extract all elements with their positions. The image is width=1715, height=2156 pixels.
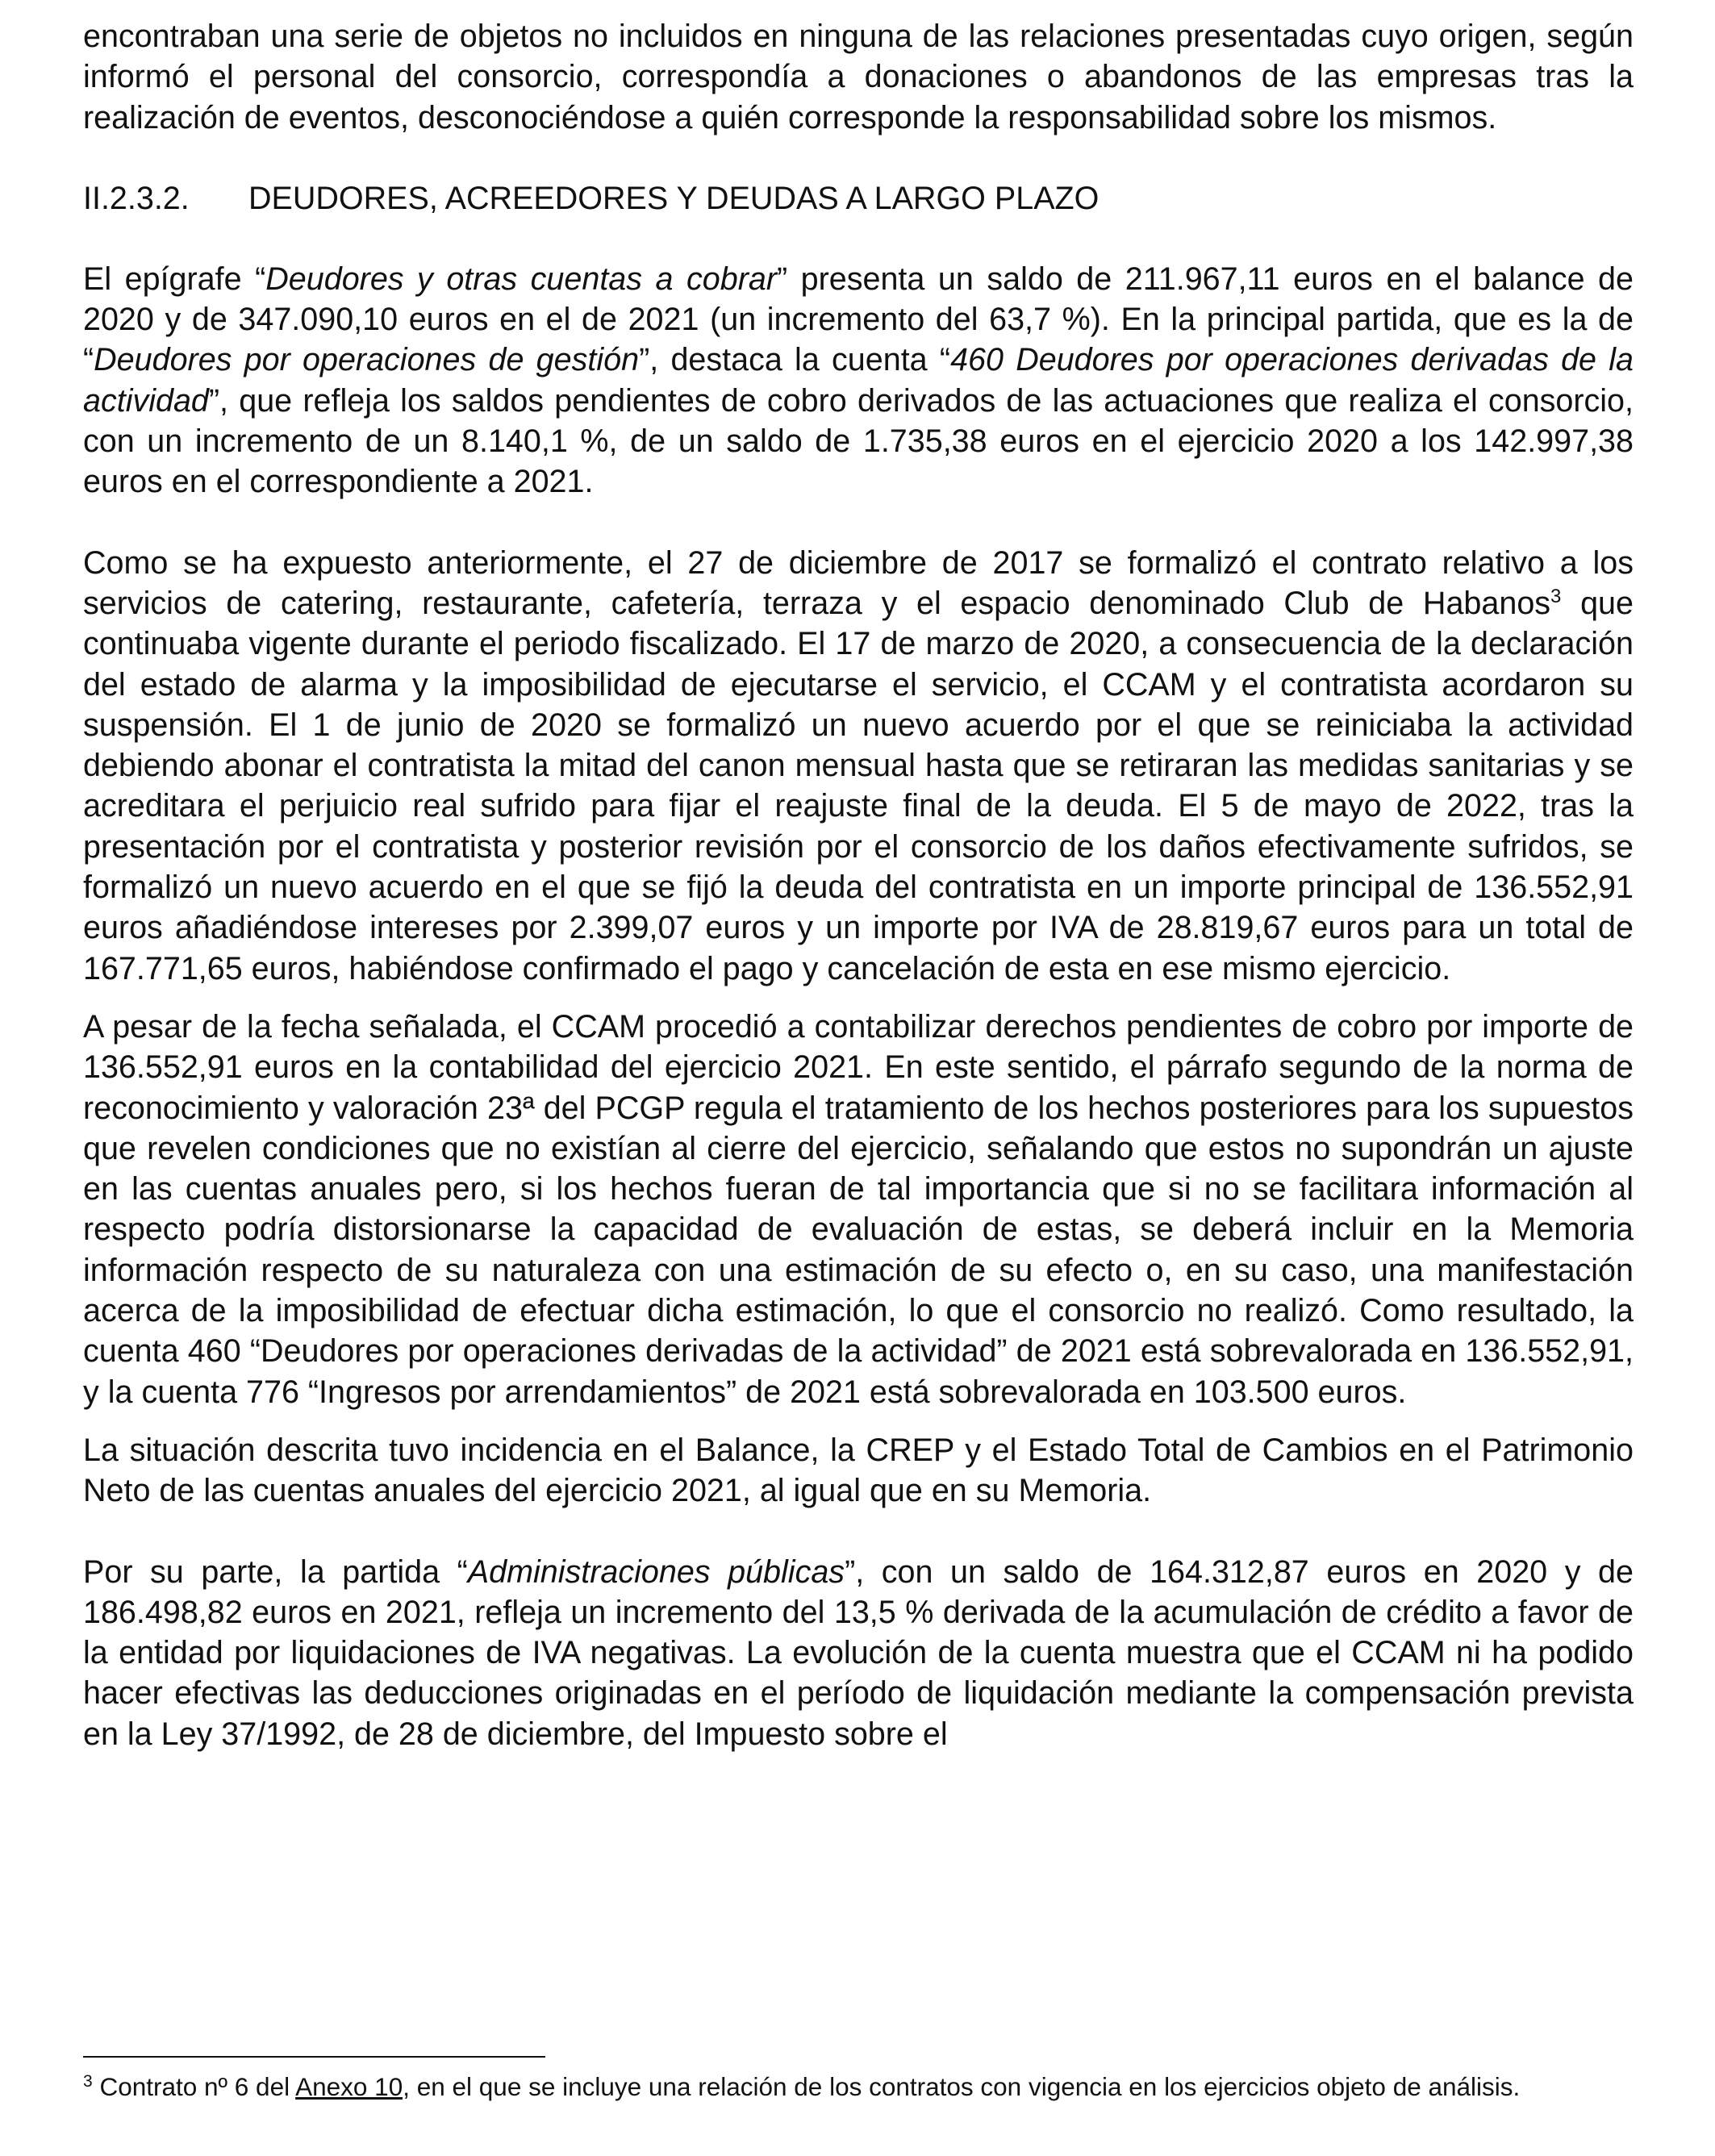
paragraph-contabilizacion: A pesar de la fecha señalada, el CCAM procedió a contabilizar derechos pendientes de cobro por importe de 136.552,91 euros en la contabilidad del ejercicio 2021. En este sentido, el párrafo segundo de la norma de reconocimiento y valoración 23ª del PCGP regula el tratamiento de los hechos posteriores para los supuestos que revelen condiciones que no existían al cierre del ejercicio, señalando que estos no supondrán un ajuste en las cuentas anuales pero, si los hechos fueran de tal importancia que si no se facilitara información al respecto podría distorsionarse la capacidad de evaluación de estas, se deberá incluir en la Memoria información respecto de su naturaleza con una estimación de su efecto o, en su caso, una manifestación acerca de la imposibilidad de efectuar dicha estimación, lo que el consorcio no realizó. Como resultado, la cuenta 460 “Deudores por operaciones derivadas de la actividad” de 2021 está sobrevalorada en 136.552,91, y la cuenta 776 “Ingresos por arrendamientos” de 2021 está sobrevalorada en 103.500 euros. [83, 1008, 1634, 1410]
section-title: DEUDORES, ACREEDORES Y DEUDAS A LARGO PLAZO [248, 180, 1100, 216]
paragraph-incidencia: La situación descrita tuvo incidencia en el Balance, la CREP y el Estado Total de Cambios en el Patrimonio Neto de las cuentas anuales del ejercicio 2021, al igual que en su Memoria. [83, 1432, 1634, 1509]
footnote-marker: 3 [83, 2072, 93, 2091]
italic-term: Administraciones públicas [467, 1553, 845, 1590]
italic-term: Deudores por operaciones de gestión [94, 342, 640, 378]
section-heading [83, 178, 1634, 219]
footnote: $^3$ Contrato nº 6 del Anexo 10, en el que se incluye una relación de los contratos con vigencia en los ejercicios objeto de análisis. [83, 2072, 1521, 2101]
annex-link[interactable]: Anexo 10, [295, 2072, 410, 2101]
document-page [83, 16, 1634, 1754]
section-number: II.2.3.2. [83, 180, 190, 216]
paragraph-objects: encontraban una serie de objetos no incluidos en ninguna de las relaciones presentadas cuyo origen, según informó el personal del consorcio, correspondía a donaciones o abandonos de las empresas tras la realización de eventos, desconociéndose a quién corresponde la responsabilidad sobre los mismos. [83, 19, 1634, 136]
paragraph-contrato: Como se ha expuesto anteriormente, el 27 de diciembre de 2017 se formalizó el contrato relativo a los servicios de catering, restaurante, cafetería, terraza y el espacio denominado Club de Habanos$^3$ que continuaba vigente durante el periodo fiscalizado. El 17 de marzo de 2020, a consecuencia de la declaración del estado de alarma y la imposibilidad de ejecutarse el servicio, el CCAM y el contratista acordaron su suspensión. El 1 de junio de 2020 se formalizó un nuevo acuerdo por el que se reiniciaba la actividad debiendo abonar el contratista la mitad del canon mensual hasta que se retiraran las medidas sanitarias y se acreditara el perjuicio real sufrido para fijar el reajuste final de la deuda. El 5 de mayo de 2022, tras la presentación por el contratista y posterior revisión por el consorcio de los daños efectivamente sufridos, se formalizó un nuevo acuerdo en el que se fijó la deuda del contratista en un importe principal de 136.552,91 euros añadiéndose intereses por 2.399,07 euros y un importe por IVA de 28.819,67 euros para un total de 167.771,65 euros, habiéndose confirmado el pago y cancelación de esta en ese mismo ejercicio. [83, 544, 1634, 986]
footnote-reference[interactable]: 3 [1550, 585, 1562, 607]
italic-term: Deudores y otras cuentas a cobrar [265, 261, 777, 297]
footnote-divider [83, 2056, 545, 2058]
paragraph-administraciones: Por su parte, la partida “Administraciones públicas”, con un saldo de 164.312,87 euros en 2020 y de 186.498,82 euros en 2021, refleja un incremento del 13,5 % derivada de la acumulación de crédito a favor de la entidad por liquidaciones de IVA negativas. La evolución de la cuenta muestra que el CCAM ni ha podido hacer efectivas las deducciones originadas en el período de liquidación mediante la compensación prevista en la Ley 37/1992, de 28 de diciembre, del Impuesto sobre el [83, 1553, 1634, 1752]
paragraph-deudores: El epígrafe “Deudores y otras cuentas a cobrar” presenta un saldo de 211.967,11 euros en el balance de 2020 y de 347.090,10 euros en el de 2021 (un incremento del 63,7 %). En la principal partida, que es la de “Deudores por operaciones de gestión”, destaca la cuenta “460 Deudores por operaciones derivadas de la actividad”, que refleja los saldos pendientes de cobro derivados de las actuaciones que realiza el consorcio, con un incremento de un 8.140,1 %, de un saldo de 1.735,38 euros en el ejercicio 2020 a los 142.997,38 euros en el correspondiente a 2021. [83, 261, 1634, 500]
italic-term: 460 Deudores por operaciones derivadas de la actividad [83, 342, 1634, 419]
